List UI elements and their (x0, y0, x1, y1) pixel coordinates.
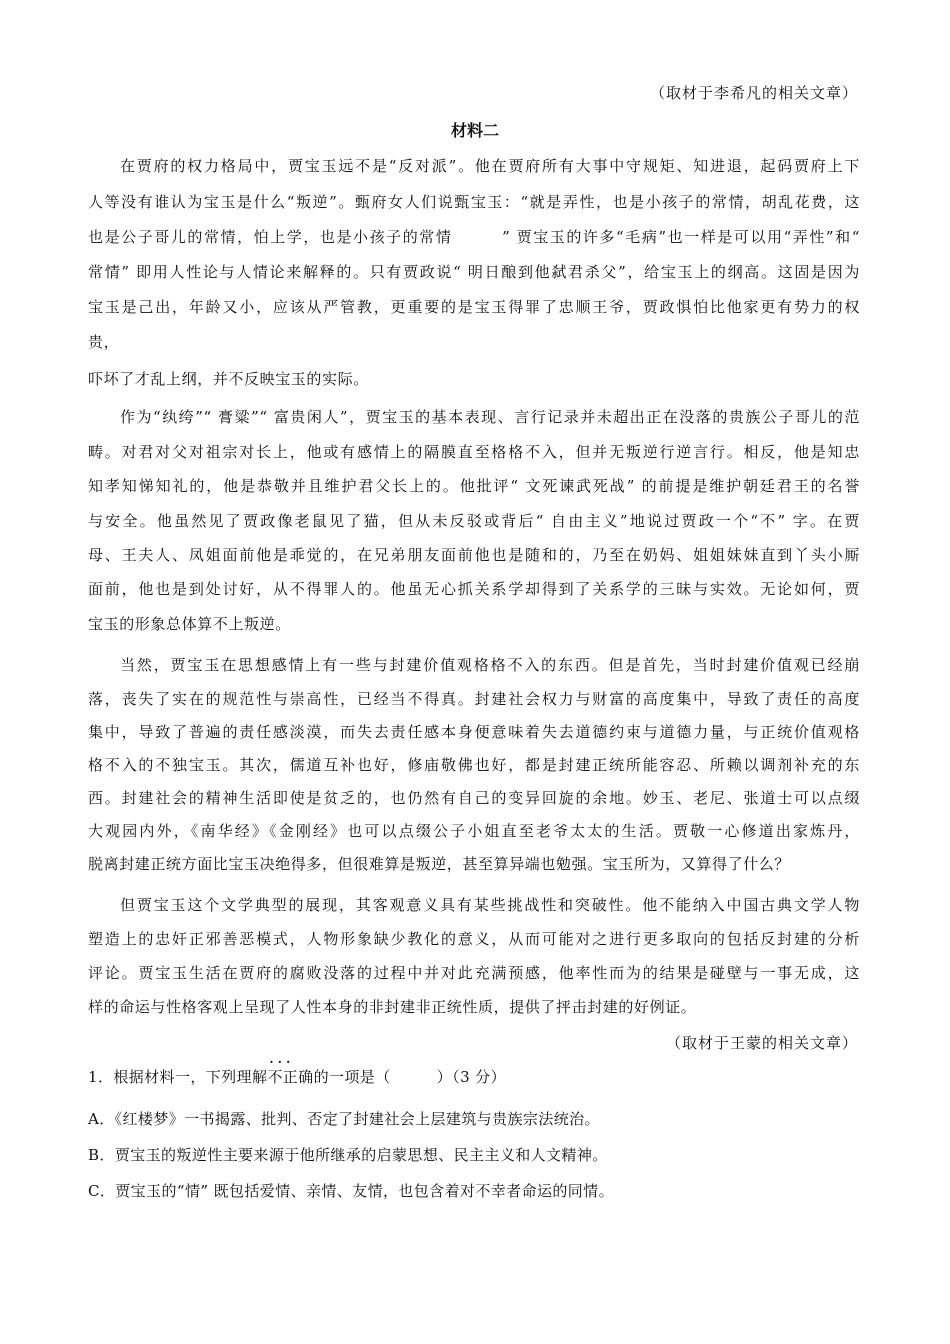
text-line: 作为“纨绔”“ 膏粱”“ 富贵闲人”，贾宝玉的基本表现、言行记录并未超出正在没落的贵族公子哥儿的范 (120, 408, 860, 426)
text-line: 落，丧失了实在的规范性与崇高性，已经当不得真。封建社会权力与财富的高度集中，导致了责任的高度 (88, 690, 860, 708)
text-line: 集中，导致了普遍的责任感淡漠，而失去责任感本身便意味着失去道德约束与道德力量，与正统价值观格 (88, 723, 860, 741)
text-line: 脱离封建正统方面比宝玉决绝得多，但很难算是叛逆，甚至算异端也勉强。宝玉所为，又算得了什么？ (88, 855, 791, 873)
source-citation-1: （取材于李希凡的相关文章） (649, 84, 858, 102)
option-b[interactable]: B．贾宝玉的叛逆性主要来源于他所继承的启蒙思想、民主主义和人文精神。 (88, 1146, 608, 1164)
text-line: 母、王夫人、凤姐面前他是乖觉的，在兄弟朋友面前他也是随和的，乃至在奶妈、姐姐妹妹直到丫头小厮 (88, 546, 860, 564)
text-line: 人等没有谁认为宝玉是什么“叛逆”。甄府女人们说甄宝玉：“就是弄性，也是小孩子的常情，胡乱花费，这 (88, 193, 860, 211)
text-line: 大观园内外，《南华经》《金刚经》也可以点缀公子小姐直至老爷太太的生活。贾敬一心修道出家炼丹， (88, 822, 860, 840)
text-line: 宝玉的形象总体算不上叛逆。 (88, 615, 291, 633)
text-line: 在贾府的权力格局中，贾宝玉远不是“反对派”。他在贾府所有大事中守规矩、知进退，起码贾府上下 (120, 157, 860, 175)
text-line: 也是公子哥儿的常情，怕上学，也是小孩子的常情 ” 贾宝玉的许多“毛病”也一样是可以用“弄性”和“ (88, 228, 860, 246)
text-line: 面前，他也是到处讨好，从不得罪人的。他虽无心抓关系学却得到了关系学的三昧与实效。无论如何，贾 (88, 580, 860, 598)
option-c[interactable]: C．贾宝玉的“情” 既包括爱情、亲情、友情，也包含着对不幸者命运的同情。 (88, 1182, 614, 1200)
section-heading: 材料二 (450, 121, 499, 140)
text-line: 宝玉是己出，年龄又小，应该从严管教，更重要的是宝玉得罪了忠顺王爷，贾政惧怕比他家更有势力的权 (88, 298, 860, 316)
text-line: 与安全。他虽然见了贾政像老鼠见了猫，但从未反驳或背后“ 自由主义”地说过贾政一个“不” 字。在贾 (88, 512, 860, 530)
text-line: 格不入的不独宝玉。其次，儒道互补也好，修庙敬佛也好，都是封建正统所能容忍、所赖以调剂补充的东 (88, 756, 860, 774)
question-stem (88, 1066, 506, 1087)
emphasis-text: · · · 不正确 (267, 1068, 313, 1086)
text-line: 样的命运与性格客观上呈现了人性本身的非封建非正统性质，提供了抨击封建的好例证。 (88, 998, 697, 1016)
option-a[interactable]: A．《红楼梦》一书揭露、批判、否定了封建社会上层建筑与贵族宗法统治。 (88, 1110, 600, 1128)
question-prefix: 1．根据材料一，下列理解 (88, 1068, 268, 1086)
text-line: 畴。对君对父对祖宗对长上，他或有感情上的隔膜直至格格不入，但并无叛逆行逆言行。相反，他是知忠 (88, 443, 860, 461)
text-line: 但贾宝玉这个文学典型的展现，其客观意义具有某些挑战性和突破性。他不能纳入中国古典文学人物 (120, 896, 860, 914)
text-line: 知孝知悌知礼的，他是恭敬并且维护君父长上的。他批评“ 文死谏武死战” 的前提是维护朝廷君王的名誉 (88, 477, 860, 495)
text-line: 塑造上的忠奸正邪善恶模式，人物形象缺少教化的意义，从而可能对之进行更多取向的包括反封建的分析 (88, 930, 860, 948)
source-citation-2: （取材于王蒙的相关文章） (665, 1034, 858, 1052)
text-line: 评论。贾宝玉生活在贾府的腐败没落的过程中并对此充满预感，他率性而为的结果是碰壁与一事无成，这 (88, 964, 860, 982)
text-line: 吓坏了才乱上纲，并不反映宝玉的实际。 (88, 370, 369, 388)
text-line: 西。封建社会的精神生活即使是贫乏的，也仍然有自己的变异回旋的余地。妙玉、老尼、张道士可以点缀 (88, 789, 860, 807)
text-line: 当然，贾宝玉在思想感情上有一些与封建价值观格格不入的东西。但是首先，当时封建价值观已经崩 (120, 656, 860, 674)
question-suffix: 的一项是（ ）（3 分） (313, 1068, 506, 1086)
text-line: 贵， (88, 333, 120, 351)
text-line: 常情” 即用人性论与人情论来解释的。只有贾政说“ 明日酿到他弑君杀父”，给宝玉上的纲高。这固是因为 (88, 263, 860, 281)
